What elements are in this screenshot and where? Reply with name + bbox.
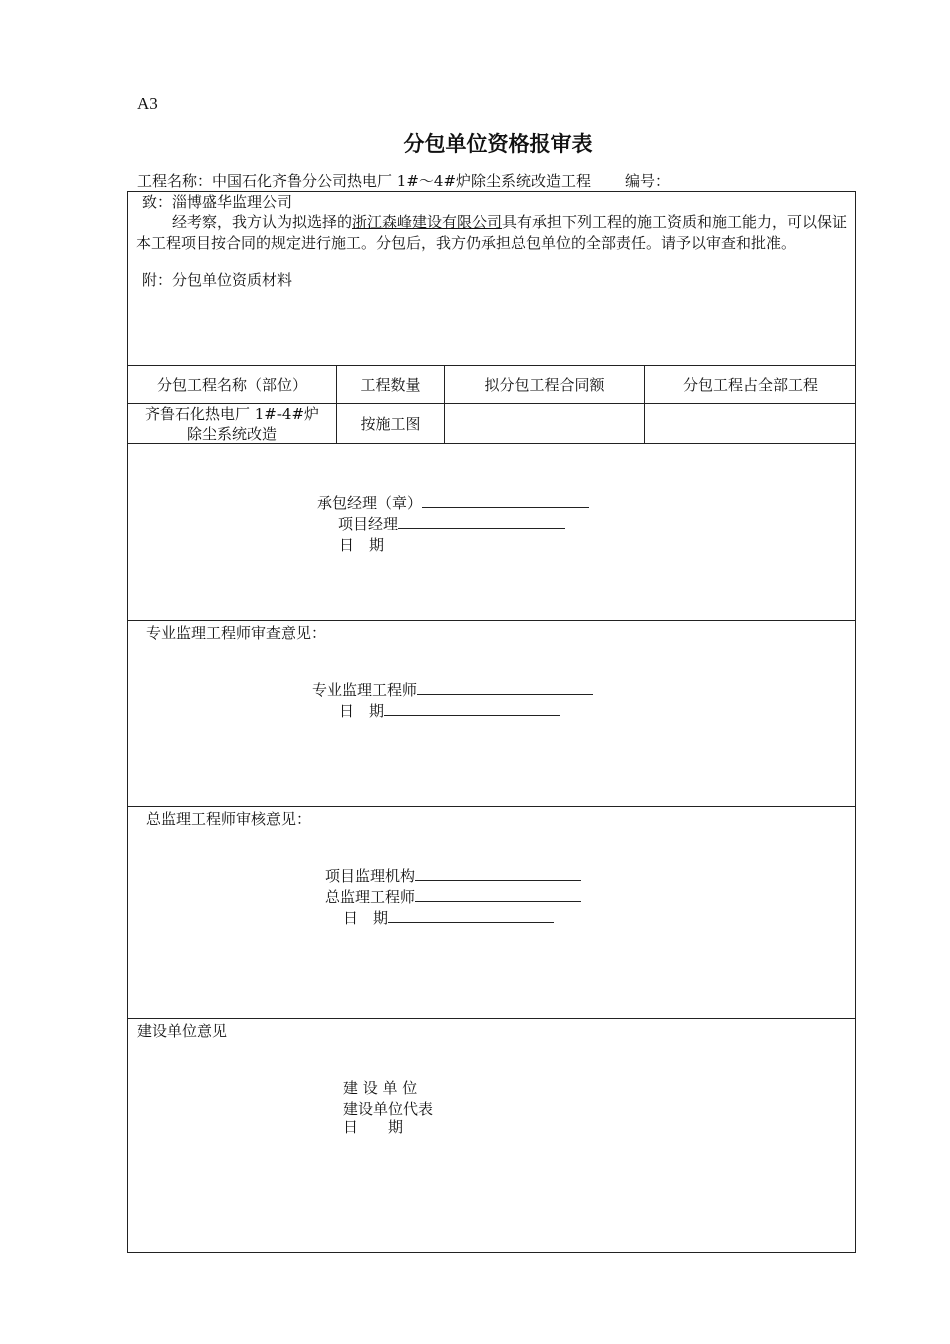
form-title: 分包单位资格报审表 [403, 131, 593, 156]
chief-engineer-label: 总监理工程师 [325, 888, 416, 906]
signature-blank [415, 866, 581, 881]
chief-date-label: 日 期 [343, 909, 389, 927]
project-manager-line [338, 513, 565, 534]
signature-blank [422, 493, 589, 508]
specialist-opinion-label: 专业监理工程师审查意见： [146, 624, 327, 642]
supervision-org-label: 项目监理机构 [325, 867, 416, 885]
to-value: 淄博盛华监理公司 [172, 193, 293, 211]
project-line [137, 170, 670, 191]
body-prefix: 经考察，我方认为拟选择的 [172, 213, 353, 231]
form-code: A3 [137, 94, 158, 113]
project-name: 中国石化齐鲁分公司热电厂 1#～4#炉除尘系统改造工程 [212, 172, 592, 190]
header-cell-name: 分包工程名称（部位） [156, 375, 307, 394]
project-manager-label: 项目经理 [338, 515, 399, 533]
signature-blank [415, 887, 581, 902]
number-label: 编号： [625, 172, 671, 190]
signature-blank [398, 514, 565, 529]
contractor-date: 日 期 [339, 536, 385, 554]
subcontractor-name: 浙江森峰建设有限公司 [352, 213, 503, 231]
project-label: 工程名称： [137, 172, 213, 190]
table-cell-share [645, 404, 856, 443]
chief-date-line [343, 907, 554, 928]
divider [128, 1018, 855, 1019]
owner-opinion-label: 建设单位意见 [137, 1022, 228, 1040]
manager-seal-line [317, 492, 589, 513]
signature-blank [417, 680, 593, 695]
specialist-date-line [339, 700, 560, 721]
table-cell-quantity: 按施工图 [360, 414, 421, 433]
owner-rep-label: 建设单位代表 [343, 1100, 434, 1118]
owner-date-label: 日 期 [343, 1118, 404, 1136]
table-cell-contract-amount [445, 404, 644, 443]
signature-blank [388, 908, 554, 923]
attachment-value: 分包单位资质材料 [172, 271, 293, 289]
application-body [136, 212, 852, 254]
header-cell-share: 分包工程占全部工程 [682, 375, 818, 394]
chief-engineer-line [325, 886, 581, 907]
owner-unit-label: 建 设 单 位 [343, 1079, 418, 1097]
addressee [142, 192, 292, 212]
chief-opinion-label: 总监理工程师审核意见： [146, 810, 312, 828]
attachment-label: 附： [142, 271, 173, 289]
specialist-date-label: 日 期 [339, 702, 385, 720]
form-table [127, 191, 856, 1253]
specialist-engineer-line [312, 679, 593, 700]
to-label: 致： [142, 193, 173, 211]
signature-blank [384, 701, 560, 716]
supervision-org-line [325, 865, 581, 886]
table-cell-project: 齐鲁石化热电厂 1#-4#炉除尘系统改造 [144, 404, 320, 443]
manager-seal-label: 承包经理（章） [317, 494, 423, 512]
specialist-engineer-label: 专业监理工程师 [312, 681, 418, 699]
body-suffix: 具有承担下列工程的施工资质和施工能力，可以保证本工程项目按合同的规定进行施工。分包后，我方仍承担总包单位的全部责任。请予以审查和批准。 [136, 213, 848, 252]
header-cell-quantity: 工程数量 [360, 375, 421, 394]
header-cell-contract-amount: 拟分包工程合同额 [484, 375, 605, 394]
divider [128, 806, 855, 807]
attachment [142, 270, 292, 290]
divider [128, 620, 855, 621]
